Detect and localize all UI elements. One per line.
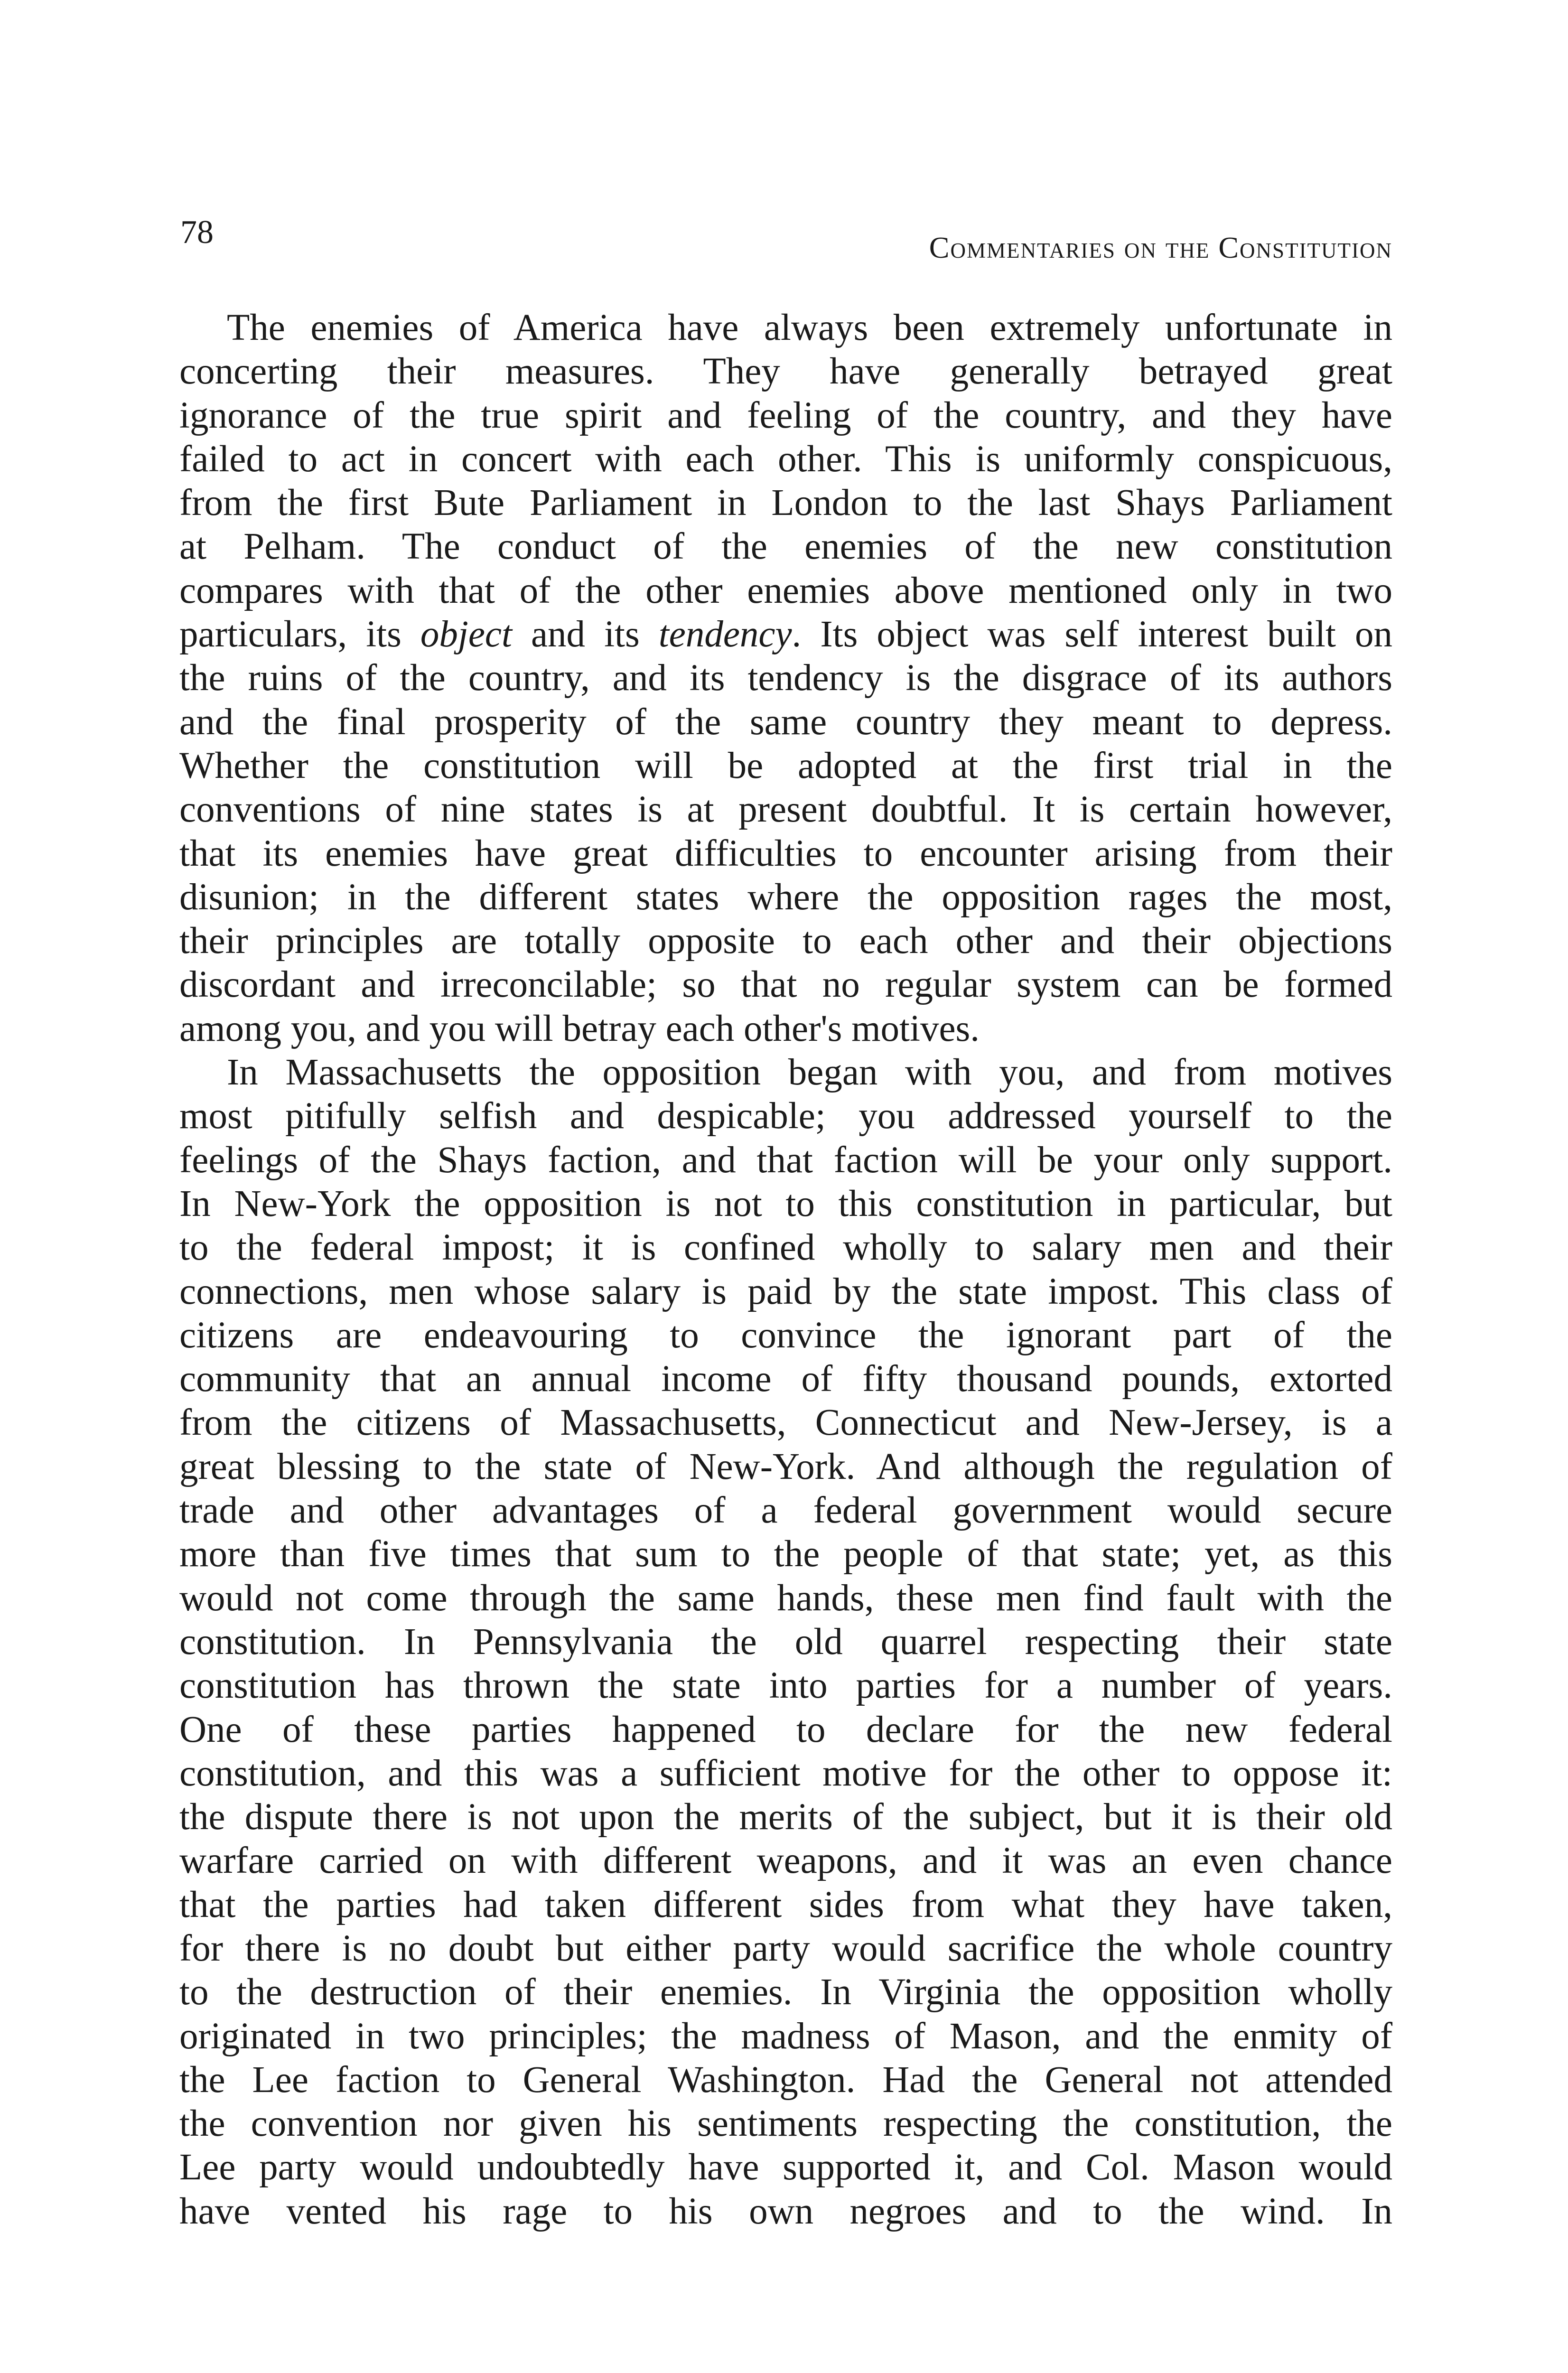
text-line: more than five times that sum to the people of that state; yet, as this xyxy=(179,1533,1392,1575)
text-run: . Its object was self interest built on xyxy=(792,614,1392,655)
body-text xyxy=(179,306,1392,2233)
text-line: would not come through the same hands, these men find fault with the xyxy=(179,1577,1392,1619)
page-number: 78 xyxy=(180,214,214,251)
text-line: concerting their measures. They have generally betrayed great xyxy=(179,351,1392,392)
text-line: great blessing to the state of New-York. And although the regulation of xyxy=(179,1446,1392,1487)
text-line: warfare carried on with different weapons, and it was an even chance xyxy=(179,1840,1392,1882)
italic-term-tendency: tendency xyxy=(658,614,792,655)
text-line: the ruins of the country, and its tendency is the disgrace of its authors xyxy=(179,657,1392,699)
text-line: their principles are totally opposite to each other and their objections xyxy=(179,920,1392,962)
text-line: constitution, and this was a sufficient motive for the other to oppose it: xyxy=(179,1752,1392,1794)
text-line: compares with that of the other enemies above mentioned only in two xyxy=(179,570,1392,611)
text-line: One of these parties happened to declare for the new federal xyxy=(179,1709,1392,1750)
text-line: Whether the constitution will be adopted at the first trial in the xyxy=(179,745,1392,786)
text-line: for there is no doubt but either party would sacrifice the whole country xyxy=(179,1927,1392,1969)
text-line: the convention nor given his sentiments respecting the constitution, the xyxy=(179,2103,1392,2145)
text-line: In New-York the opposition is not to this constitution in particular, but xyxy=(179,1183,1392,1224)
text-line: have vented his rage to his own negroes and to the wind. In xyxy=(179,2190,1392,2232)
text-line: to the destruction of their enemies. In Virginia the opposition wholly xyxy=(179,1971,1392,2013)
text-line: among you, and you will betray each other's motives. xyxy=(179,1008,980,1049)
text-line: that the parties had taken different sides from what they have taken, xyxy=(179,1884,1392,1925)
text-line: constitution has thrown the state into parties for a number of years. xyxy=(179,1665,1392,1707)
text-line: at Pelham. The conduct of the enemies of the new constitution xyxy=(179,526,1392,568)
text-line: to the federal impost; it is confined wholly to salary men and their xyxy=(179,1227,1392,1269)
text-line: most pitifully selfish and despicable; you addressed yourself to the xyxy=(179,1095,1392,1137)
text-line: from the first Bute Parliament in London to the last Shays Parliament xyxy=(179,482,1392,524)
text-line: discordant and irreconcilable; so that no regular system can be formed xyxy=(179,964,1392,1006)
text-line: the dispute there is not upon the merits of the subject, but it is their old xyxy=(179,1796,1392,1838)
text-line: feelings of the Shays faction, and that faction will be your only support. xyxy=(179,1139,1392,1181)
text-run: particulars, its xyxy=(179,614,420,655)
text-run: and its xyxy=(512,614,659,655)
running-head: Commentaries on the Constitution xyxy=(929,231,1392,264)
text-line: originated in two principles; the madness of Mason, and the enmity of xyxy=(179,2015,1392,2057)
text-line: from the citizens of Massachusetts, Connecticut and New-Jersey, is a xyxy=(179,1402,1392,1444)
italic-term-object: object xyxy=(420,614,512,655)
text-line: that its enemies have great difficulties to encounter arising from their xyxy=(179,832,1392,874)
text-line: the Lee faction to General Washington. Had the General not attended xyxy=(179,2059,1392,2101)
text-line: constitution. In Pennsylvania the old quarrel respecting their state xyxy=(179,1621,1392,1663)
text-line-italic-terms xyxy=(179,613,1392,656)
text-line: and the final prosperity of the same country they meant to depress. xyxy=(179,701,1392,743)
text-line: conventions of nine states is at present doubtful. It is certain however, xyxy=(179,789,1392,831)
text-line: disunion; in the different states where the opposition rages the most, xyxy=(179,876,1392,918)
text-line: connections, men whose salary is paid by the state impost. This class of xyxy=(179,1271,1392,1312)
text-line: community that an annual income of fifty thousand pounds, extorted xyxy=(179,1358,1392,1400)
text-line: trade and other advantages of a federal government would secure xyxy=(179,1490,1392,1532)
text-line: citizens are endeavouring to convince the ignorant part of the xyxy=(179,1314,1392,1356)
text-line: failed to act in concert with each other. This is uniformly conspicuous, xyxy=(179,438,1392,480)
text-line: ignorance of the true spirit and feeling of the country, and they have xyxy=(179,394,1392,436)
text-line: The enemies of America have always been extremely unfortunate in xyxy=(227,307,1392,348)
text-line: Lee party would undoubtedly have supported it, and Col. Mason would xyxy=(179,2147,1392,2188)
text-line: In Massachusetts the opposition began with you, and from motives xyxy=(227,1052,1392,1093)
